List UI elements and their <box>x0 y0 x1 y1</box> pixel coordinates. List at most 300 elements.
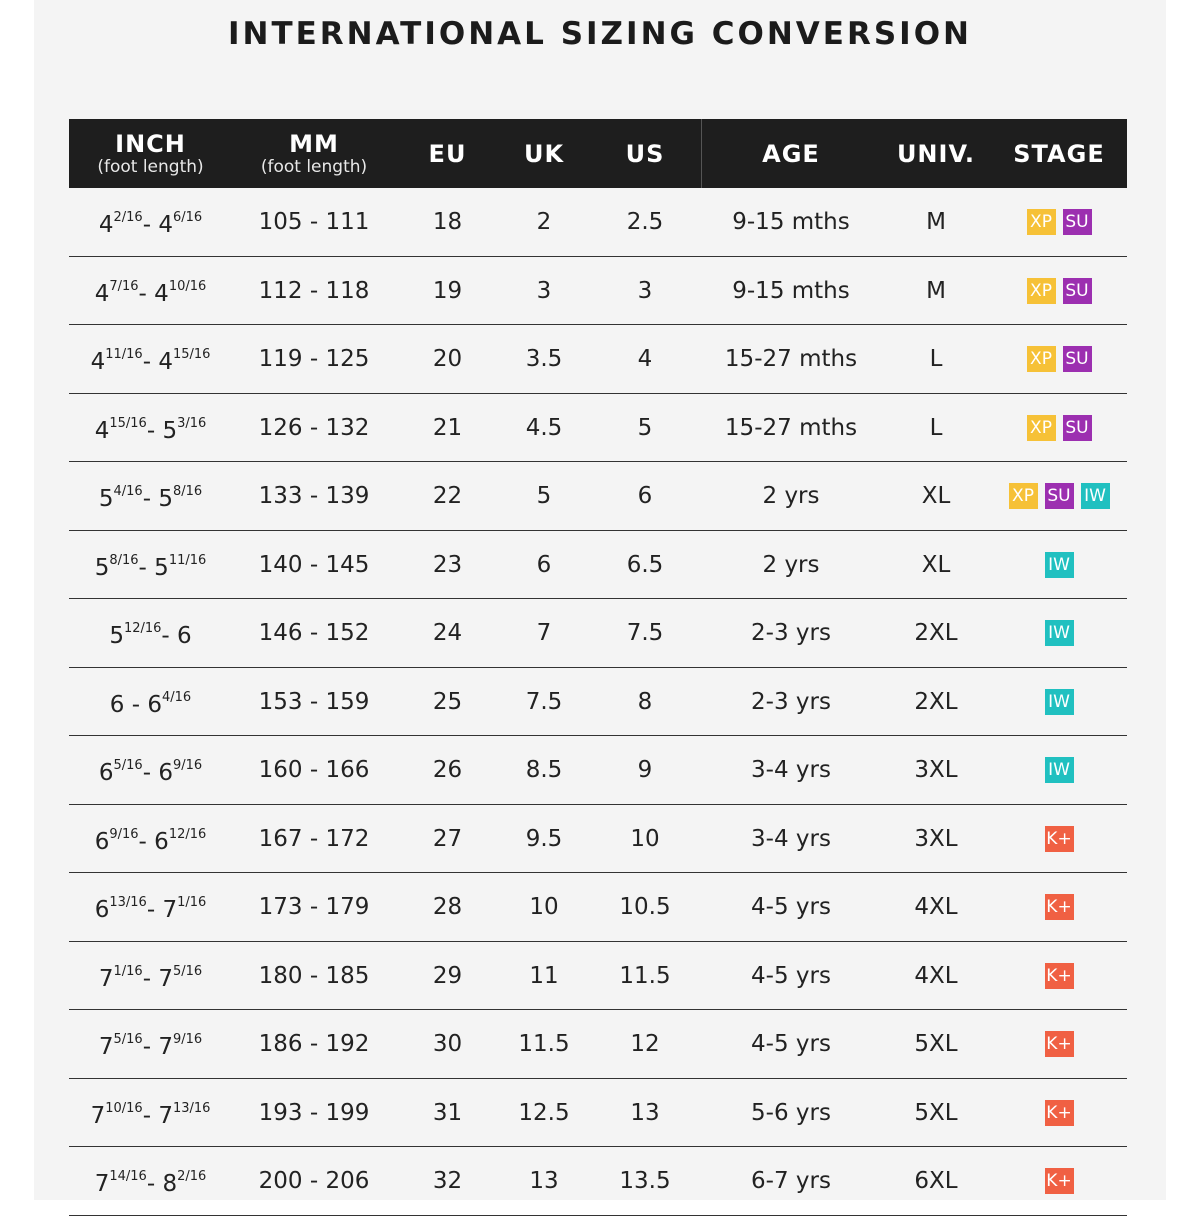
eu-value: 30 <box>432 1031 463 1057</box>
cell-eu <box>396 942 499 1010</box>
stage-badge-iw: IW <box>1045 552 1074 578</box>
header-inch <box>69 119 232 188</box>
mm-value: 112 - 118 <box>258 277 370 304</box>
age-value: 6-7 yrs <box>751 1168 831 1194</box>
inch-from: 7 <box>90 1102 106 1129</box>
cell-mm <box>232 942 396 1010</box>
eu-value: 22 <box>432 483 463 509</box>
cell-univ <box>881 325 991 393</box>
eu-value: 28 <box>432 894 463 920</box>
inch-to: 5 <box>158 486 173 512</box>
cell-inch <box>69 873 232 941</box>
us-value: 13 <box>630 1099 660 1126</box>
uk-value: 5 <box>536 483 552 509</box>
table-row <box>69 257 1127 326</box>
cell-age <box>701 599 881 667</box>
us-value: 13.5 <box>619 1168 671 1194</box>
cell-inch <box>69 1079 232 1147</box>
univ-value: 5XL <box>914 1099 958 1126</box>
cell-univ <box>881 1010 991 1078</box>
cell-inch <box>69 325 232 393</box>
inch-range <box>95 1165 207 1197</box>
inch-to: 6 <box>147 691 162 718</box>
cell-uk <box>499 599 589 667</box>
uk-value: 11.5 <box>518 1031 570 1057</box>
eu-value: 21 <box>432 414 463 441</box>
header-us <box>589 119 701 188</box>
cell-univ <box>881 462 991 530</box>
inch-to: 7 <box>162 897 178 923</box>
table-row <box>69 873 1127 942</box>
inch-range <box>99 754 202 786</box>
stage-badge-xp: XP <box>1027 209 1056 235</box>
inch-from-fraction: 2/16 <box>113 210 143 225</box>
inch-from: 4 <box>94 280 110 307</box>
eu-value: 32 <box>432 1168 463 1194</box>
inch-range <box>99 1028 202 1060</box>
inch-from: 4 <box>90 349 106 375</box>
inch-to-fraction: 10/16 <box>168 278 207 294</box>
inch-to-fraction: 4/16 <box>162 689 192 705</box>
cell-eu <box>396 462 499 530</box>
stage-badges <box>1045 552 1074 578</box>
mm-value: 193 - 199 <box>258 1099 370 1126</box>
table-row <box>69 188 1127 257</box>
stage-badge-iw: IW <box>1045 689 1074 715</box>
cell-uk <box>499 462 589 530</box>
cell-us <box>589 736 701 804</box>
stage-badges <box>1045 620 1074 646</box>
cell-stage <box>991 942 1127 1010</box>
cell-uk <box>499 257 589 325</box>
univ-value: 3XL <box>914 757 958 783</box>
cell-stage <box>991 257 1127 325</box>
cell-age <box>701 531 881 599</box>
cell-inch <box>69 1010 232 1078</box>
cell-uk <box>499 736 589 804</box>
table-row <box>69 736 1127 805</box>
us-value: 2.5 <box>626 209 664 235</box>
eu-value: 31 <box>432 1099 463 1126</box>
cell-age <box>701 1079 881 1147</box>
us-value: 6 <box>637 483 653 509</box>
stage-badge-su: SU <box>1063 346 1092 372</box>
cell-univ <box>881 668 991 736</box>
cell-mm <box>232 873 396 941</box>
inch-to-fraction: 9/16 <box>172 1032 203 1047</box>
stage-badge-kplus: K+ <box>1045 963 1074 989</box>
table-header <box>69 119 1127 188</box>
inch-from-fraction: 11/16 <box>105 347 143 362</box>
univ-value: 2XL <box>914 688 958 715</box>
cell-stage <box>991 1010 1127 1078</box>
cell-eu <box>396 188 499 256</box>
cell-inch <box>69 394 232 462</box>
cell-us <box>589 1010 701 1078</box>
inch-to-fraction: 5/16 <box>172 963 203 979</box>
table-row <box>69 394 1127 463</box>
uk-value: 13 <box>529 1168 559 1194</box>
cell-eu <box>396 1079 499 1147</box>
inch-range <box>95 549 207 581</box>
inch-to: 4 <box>154 280 169 307</box>
cell-age <box>701 325 881 393</box>
age-value: 2 yrs <box>762 483 820 509</box>
age-value: 4-5 yrs <box>751 962 831 989</box>
cell-eu <box>396 805 499 873</box>
cell-stage <box>991 1079 1127 1147</box>
univ-value: 2XL <box>914 620 958 646</box>
inch-range <box>91 1097 211 1129</box>
inch-to-fraction: 12/16 <box>168 826 207 842</box>
table-row <box>69 599 1127 668</box>
cell-inch <box>69 599 232 667</box>
cell-uk <box>499 531 589 599</box>
stage-badges <box>1027 415 1092 441</box>
stage-badge-iw: IW <box>1045 620 1074 646</box>
inch-to-fraction: 1/16 <box>177 895 207 910</box>
stage-badges <box>1045 1031 1074 1057</box>
inch-from-fraction: 9/16 <box>109 826 139 842</box>
inch-from-fraction: 5/16 <box>113 758 143 773</box>
stage-badges <box>1045 757 1074 783</box>
inch-separator: - <box>142 349 159 375</box>
inch-to-fraction: 3/16 <box>177 415 207 431</box>
cell-univ <box>881 942 991 1010</box>
inch-range <box>95 275 207 307</box>
uk-value: 9.5 <box>525 825 563 852</box>
age-value: 2 yrs <box>762 551 820 578</box>
uk-value: 10 <box>529 894 559 920</box>
inch-to-fraction: 2/16 <box>177 1169 207 1184</box>
mm-value: 133 - 139 <box>258 483 370 509</box>
eu-value: 26 <box>432 757 463 783</box>
header-sublabel: (foot length) <box>97 156 204 177</box>
cell-eu <box>396 873 499 941</box>
inch-to-fraction: 13/16 <box>172 1100 211 1116</box>
cell-us <box>589 942 701 1010</box>
cell-stage <box>991 325 1127 393</box>
header-stage <box>991 119 1127 188</box>
inch-from: 6 <box>109 691 125 718</box>
us-value: 3 <box>637 277 653 304</box>
univ-value: XL <box>921 483 951 509</box>
inch-separator: - <box>142 486 159 512</box>
age-value: 15-27 mths <box>724 414 858 441</box>
cell-mm <box>232 1147 396 1215</box>
mm-value: 173 - 179 <box>258 894 370 920</box>
inch-from-fraction: 8/16 <box>109 552 139 568</box>
cell-eu <box>396 531 499 599</box>
cell-stage <box>991 462 1127 530</box>
inch-separator: - <box>142 212 159 238</box>
univ-value: 4XL <box>914 962 958 989</box>
cell-mm <box>232 1010 396 1078</box>
cell-age <box>701 736 881 804</box>
inch-from: 5 <box>94 554 110 581</box>
cell-stage <box>991 188 1127 256</box>
age-value: 2-3 yrs <box>751 620 831 646</box>
header-age <box>701 119 881 188</box>
inch-separator: - <box>124 691 148 718</box>
cell-us <box>589 873 701 941</box>
stage-badges <box>1045 894 1074 920</box>
stage-badge-kplus: K+ <box>1045 1100 1074 1126</box>
cell-uk <box>499 668 589 736</box>
stage-badge-su: SU <box>1063 209 1092 235</box>
inch-to-fraction: 6/16 <box>172 210 203 225</box>
inch-range <box>109 617 191 649</box>
stage-badge-iw: IW <box>1081 483 1110 509</box>
cell-stage <box>991 599 1127 667</box>
cell-us <box>589 1079 701 1147</box>
table-row <box>69 1010 1127 1079</box>
inch-from: 7 <box>94 1171 110 1197</box>
inch-to-fraction: 9/16 <box>172 758 203 773</box>
cell-eu <box>396 325 499 393</box>
inch-from: 4 <box>98 212 114 238</box>
cell-stage <box>991 873 1127 941</box>
eu-value: 20 <box>432 346 463 372</box>
mm-value: 160 - 166 <box>258 757 370 783</box>
mm-value: 167 - 172 <box>258 825 370 852</box>
cell-us <box>589 394 701 462</box>
inch-separator: - <box>138 828 155 855</box>
inch-range <box>91 343 211 375</box>
table-row <box>69 668 1127 737</box>
cell-univ <box>881 873 991 941</box>
cell-inch <box>69 668 232 736</box>
inch-separator: - <box>146 1171 163 1197</box>
stage-badge-kplus: K+ <box>1045 1168 1074 1194</box>
header-uk <box>499 119 589 188</box>
cell-inch <box>69 942 232 1010</box>
header-label: UK <box>523 139 565 168</box>
inch-to: 6 <box>154 828 169 855</box>
inch-from-fraction: 13/16 <box>109 895 147 910</box>
inch-from: 6 <box>94 897 110 923</box>
us-value: 8 <box>637 688 653 715</box>
header-label: MM <box>289 129 339 158</box>
stage-badges <box>1045 689 1074 715</box>
inch-to: 5 <box>162 417 178 444</box>
univ-value: L <box>929 414 943 441</box>
cell-eu <box>396 599 499 667</box>
stage-badge-su: SU <box>1045 483 1074 509</box>
univ-value: M <box>926 277 946 304</box>
inch-separator: - <box>142 965 159 992</box>
page <box>34 0 1166 1200</box>
cell-eu <box>396 736 499 804</box>
inch-from-fraction: 7/16 <box>109 278 139 294</box>
cell-univ <box>881 394 991 462</box>
inch-to: 7 <box>158 965 173 992</box>
cell-inch <box>69 188 232 256</box>
age-value: 3-4 yrs <box>751 825 831 852</box>
table-row <box>69 805 1127 874</box>
mm-value: 126 - 132 <box>258 414 370 441</box>
uk-value: 3 <box>536 277 552 304</box>
inch-from-fraction: 4/16 <box>113 484 143 499</box>
cell-stage <box>991 531 1127 599</box>
inch-separator: - <box>142 1102 159 1129</box>
uk-value: 2 <box>536 209 552 235</box>
eu-value: 27 <box>432 825 463 852</box>
table-row <box>69 531 1127 600</box>
eu-value: 24 <box>432 620 463 646</box>
cell-age <box>701 462 881 530</box>
cell-univ <box>881 599 991 667</box>
cell-univ <box>881 805 991 873</box>
inch-from: 7 <box>98 1034 114 1060</box>
cell-uk <box>499 942 589 1010</box>
cell-inch <box>69 257 232 325</box>
univ-value: 6XL <box>914 1168 958 1194</box>
cell-uk <box>499 325 589 393</box>
cell-eu <box>396 1147 499 1215</box>
age-value: 9-15 mths <box>732 209 850 235</box>
stage-badges <box>1045 826 1074 852</box>
stage-badges <box>1027 278 1092 304</box>
header-label: US <box>625 139 665 168</box>
stage-badge-xp: XP <box>1027 278 1056 304</box>
inch-separator: - <box>138 280 155 307</box>
us-value: 6.5 <box>626 551 664 578</box>
stage-badge-kplus: K+ <box>1045 826 1074 852</box>
cell-mm <box>232 736 396 804</box>
age-value: 9-15 mths <box>732 277 850 304</box>
cell-mm <box>232 531 396 599</box>
cell-mm <box>232 668 396 736</box>
us-value: 11.5 <box>619 962 671 989</box>
eu-value: 19 <box>432 277 463 304</box>
stage-badges <box>1045 1100 1074 1126</box>
us-value: 5 <box>637 414 653 441</box>
cell-stage <box>991 805 1127 873</box>
stage-badge-su: SU <box>1063 278 1092 304</box>
inch-to: 7 <box>158 1102 173 1129</box>
cell-univ <box>881 1079 991 1147</box>
inch-range <box>110 686 191 718</box>
inch-range <box>99 480 202 512</box>
cell-uk <box>499 394 589 462</box>
eu-value: 18 <box>432 209 463 235</box>
inch-range <box>95 891 207 923</box>
stage-badge-su: SU <box>1063 415 1092 441</box>
cell-mm <box>232 188 396 256</box>
uk-value: 12.5 <box>518 1099 570 1126</box>
inch-to: 4 <box>158 212 173 238</box>
header-label: AGE <box>762 139 820 168</box>
stage-badge-xp: XP <box>1027 346 1056 372</box>
table-row <box>69 942 1127 1011</box>
inch-from-fraction: 12/16 <box>123 621 162 636</box>
cell-age <box>701 1010 881 1078</box>
cell-mm <box>232 462 396 530</box>
uk-value: 4.5 <box>525 414 563 441</box>
age-value: 2-3 yrs <box>751 688 831 715</box>
cell-inch <box>69 531 232 599</box>
cell-age <box>701 942 881 1010</box>
inch-separator: - <box>161 623 178 649</box>
inch-from-fraction: 5/16 <box>113 1032 143 1047</box>
us-value: 7.5 <box>626 620 664 646</box>
size-table <box>69 119 1127 1216</box>
inch-to: 5 <box>154 554 169 581</box>
uk-value: 8.5 <box>525 757 563 783</box>
cell-age <box>701 188 881 256</box>
table-row <box>69 1147 1127 1216</box>
page-title: INTERNATIONAL SIZING CONVERSION <box>227 16 972 52</box>
age-value: 5-6 yrs <box>751 1099 831 1126</box>
univ-value: L <box>929 346 943 372</box>
cell-us <box>589 668 701 736</box>
cell-mm <box>232 805 396 873</box>
inch-from: 5 <box>109 623 124 649</box>
cell-univ <box>881 188 991 256</box>
mm-value: 146 - 152 <box>258 620 370 646</box>
uk-value: 11 <box>529 962 559 989</box>
univ-value: 4XL <box>914 894 958 920</box>
inch-to-fraction: 15/16 <box>172 347 211 362</box>
cell-age <box>701 1147 881 1215</box>
age-value: 3-4 yrs <box>751 757 831 783</box>
eu-value: 25 <box>432 688 463 715</box>
inch-from: 6 <box>98 760 114 786</box>
header-label: STAGE <box>1013 139 1105 168</box>
table-row <box>69 462 1127 531</box>
inch-from: 5 <box>98 486 114 512</box>
cell-uk <box>499 1010 589 1078</box>
stage-badges <box>1027 346 1092 372</box>
inch-from-fraction: 15/16 <box>109 415 147 431</box>
uk-value: 7.5 <box>525 688 563 715</box>
stage-badges <box>1009 483 1110 509</box>
mm-value: 200 - 206 <box>258 1168 370 1194</box>
stage-badges <box>1045 963 1074 989</box>
age-value: 4-5 yrs <box>751 894 831 920</box>
cell-mm <box>232 325 396 393</box>
header-mm <box>232 119 396 188</box>
univ-value: 5XL <box>914 1031 958 1057</box>
inch-separator: - <box>146 417 163 444</box>
inch-from: 7 <box>98 965 114 992</box>
inch-range <box>95 412 207 444</box>
inch-from-fraction: 10/16 <box>105 1100 143 1116</box>
header-eu <box>396 119 499 188</box>
cell-mm <box>232 257 396 325</box>
cell-age <box>701 257 881 325</box>
eu-value: 23 <box>432 551 463 578</box>
cell-us <box>589 805 701 873</box>
inch-range <box>99 960 202 992</box>
cell-mm <box>232 599 396 667</box>
cell-mm <box>232 1079 396 1147</box>
inch-from: 4 <box>94 417 110 444</box>
cell-uk <box>499 1079 589 1147</box>
uk-value: 3.5 <box>525 346 563 372</box>
cell-inch <box>69 736 232 804</box>
cell-us <box>589 531 701 599</box>
inch-to: 7 <box>158 1034 173 1060</box>
us-value: 10.5 <box>619 894 671 920</box>
cell-us <box>589 257 701 325</box>
eu-value: 29 <box>432 962 463 989</box>
cell-stage <box>991 668 1127 736</box>
cell-inch <box>69 462 232 530</box>
inch-to: 8 <box>162 1171 178 1197</box>
univ-value: XL <box>921 551 951 578</box>
